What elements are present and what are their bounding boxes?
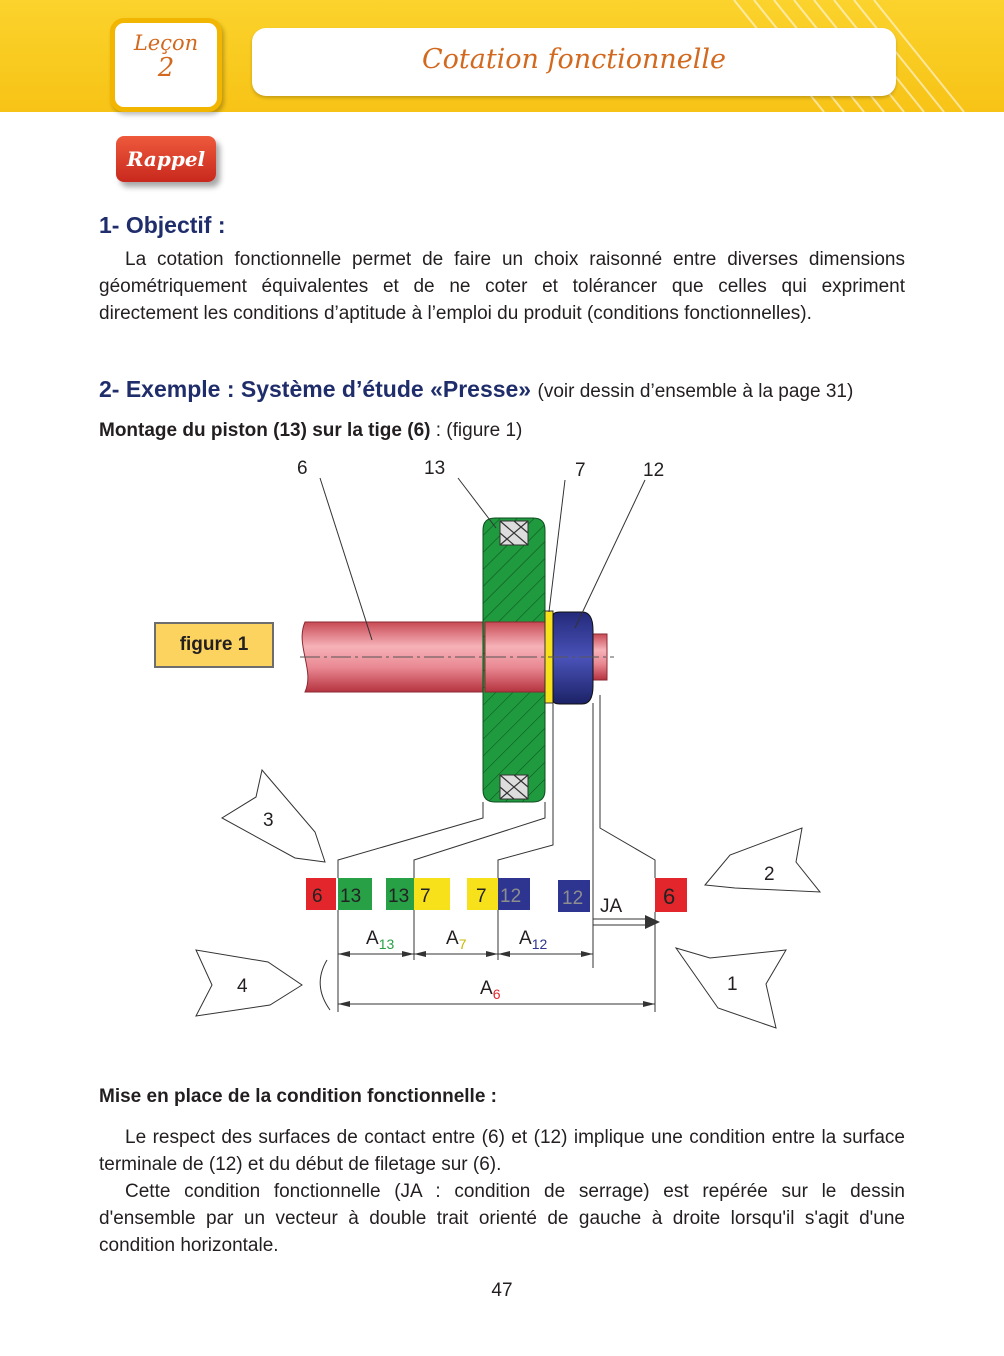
caption-bold: Montage du piston (13) sur la tige (6): [99, 420, 431, 441]
direction-arrow-2: [705, 828, 820, 892]
arrow-label-4: 4: [237, 976, 248, 997]
dim-label-a6: $A_6$: [480, 978, 501, 1002]
lesson-number: 2: [157, 53, 175, 83]
lesson-word: Leçon: [133, 31, 199, 55]
lesson-badge: [110, 18, 222, 112]
section2-heading: [99, 376, 853, 403]
title-box: [252, 28, 896, 96]
dim-label-a12: $A_{12}$: [519, 928, 548, 952]
svg-text:6: 6: [312, 886, 323, 907]
arrow-label-1: 1: [727, 974, 738, 995]
section3-paragraph-2: Cette condition fonctionnelle (JA : condition de serrage) est repérée sur le dessin d'ensemble par un vecteur à double trait orienté de gauche à droite lorsqu'il s'agit d'une condition horizontale.: [99, 1181, 905, 1256]
section2-title: 2- Exemple : Système d’étude «Presse»: [99, 376, 532, 402]
part-label-13: 13: [424, 458, 446, 479]
section2-note: (voir dessin d’ensemble à la page 31): [537, 381, 854, 402]
condition-label: JA: [600, 896, 623, 917]
arrow-label-2: 2: [764, 864, 775, 885]
svg-text:6: 6: [663, 884, 676, 909]
svg-text:7: 7: [420, 886, 431, 907]
assembly-figure: [0, 450, 1004, 1050]
dim-label-a7: $A_7$: [446, 928, 467, 952]
svg-text:12: 12: [500, 886, 522, 907]
rappel-badge: Rappel: [116, 136, 216, 182]
part-label-7: 7: [575, 460, 586, 481]
svg-text:7: 7: [476, 886, 487, 907]
svg-text:13: 13: [340, 886, 362, 907]
page-title: Cotation fonctionnelle: [421, 44, 727, 75]
svg-text:13: 13: [388, 886, 410, 907]
section1-heading: 1- Objectif :: [99, 212, 226, 238]
page-number: 47: [491, 1280, 513, 1301]
dim-label-a13: $A_{13}$: [366, 928, 395, 952]
nut-part-12: [553, 612, 593, 704]
svg-text:12: 12: [562, 888, 584, 909]
figure-label: figure 1: [154, 622, 274, 668]
arrow-label-3: 3: [263, 810, 274, 831]
part-label-6: 6: [297, 458, 308, 479]
section3-heading: Mise en place de la condition fonctionnelle :: [99, 1086, 497, 1107]
section1-text: La cotation fonctionnelle permet de faire un choix raisonné entre diverses dimensions géométriquement équivalentes et de ne coter et tolérancer que celles qui expriment directement les conditions d’aptitude à l’emploi du produit (conditions fonctionnelles).: [99, 249, 905, 324]
part-label-12: 12: [643, 460, 665, 481]
section3-paragraph-1: Le respect des surfaces de contact entre (6) et (12) implique une condition entre la surface terminale de (12) et du début de filetage sur (6).: [99, 1127, 905, 1175]
direction-arrow-4: [196, 950, 302, 1016]
figure-caption: [99, 420, 522, 442]
caption-rest: : (figure 1): [430, 420, 523, 441]
